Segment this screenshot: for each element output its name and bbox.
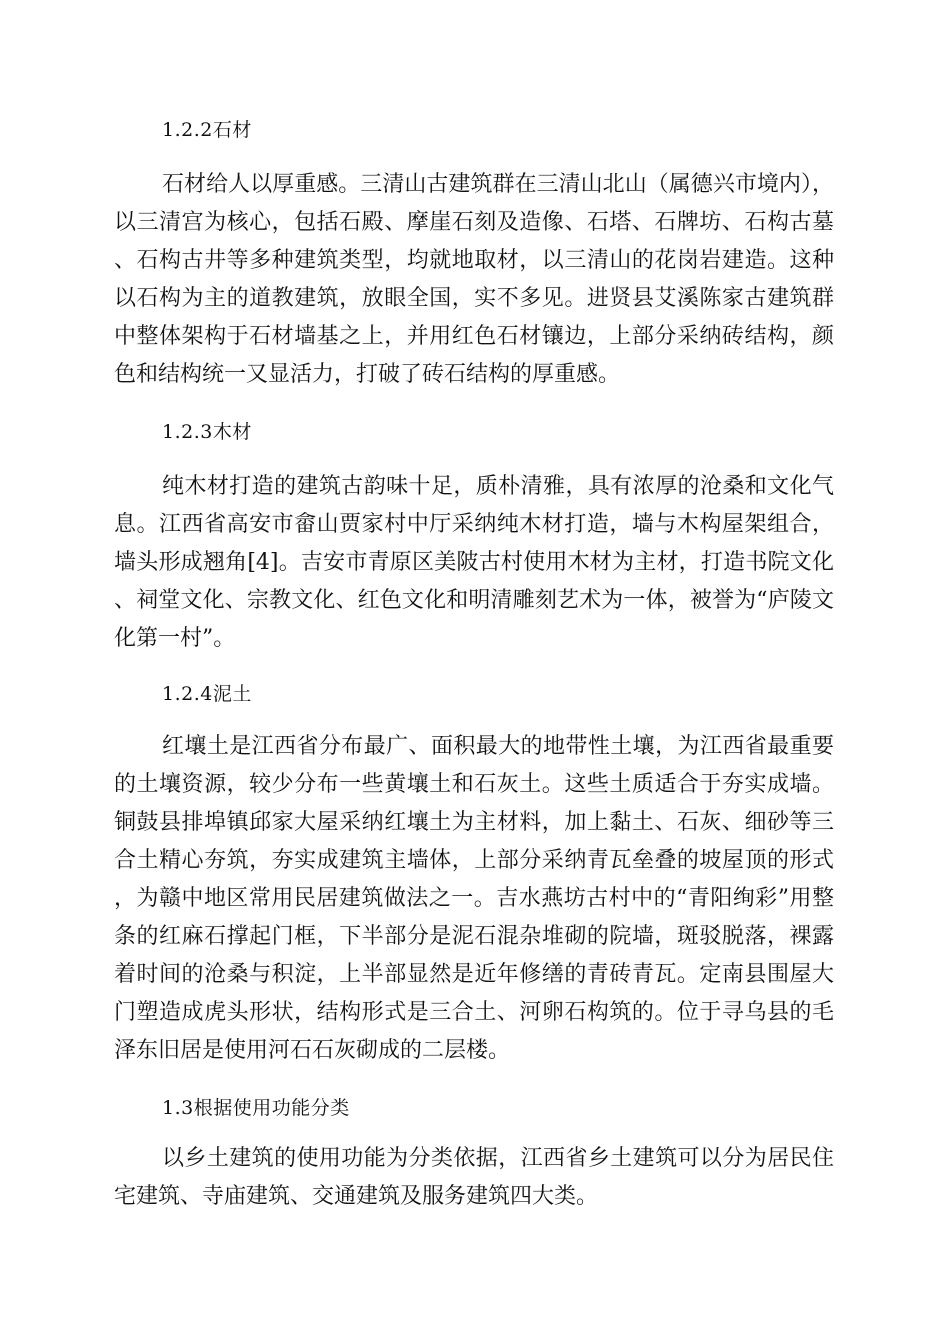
section-paragraph-function-classification: 以乡土建筑的使用功能为分类依据，江西省乡土建筑可以分为居民住宅建筑、寺庙建筑、交通建筑及服务建筑四大类。 <box>114 1146 834 1209</box>
section-paragraph-stone: 石材给人以厚重感。三清山古建筑群在三清山北山（属德兴市境内），以三清宫为核心，包括石殿、摩崖石刻及造像、石塔、石牌坊、石构古墓、石构古井等多种建筑类型，均就地取材，以三清山的花岗岩建造。这种以石构为主的道教建筑，放眼全国，实不多见。进贤县艾溪陈家古建筑群中整体架构于石材墙基之上，并用红色石材镶边，上部分采纳砖结构，颜色和结构统一又显活力，打破了砖石结构的厚重感。 <box>114 172 834 387</box>
section-heading-wood: 1.2.3木材 <box>162 421 252 443</box>
section-heading-stone: 1.2.2石材 <box>162 119 252 141</box>
section-heading-soil: 1.2.4泥土 <box>162 683 252 705</box>
section-heading-function-classification: 1.3根据使用功能分类 <box>162 1097 350 1119</box>
section-paragraph-soil: 红壤土是江西省分布最广、面积最大的地带性土壤，为江西省最重要的土壤资源，较少分布一些黄壤土和石灰土。这些土质适合于夯实成墙。铜鼓县排埠镇邱家大屋采纳红壤土为主材料，加上黏土、石灰、细砂等三合土精心夯筑，夯实成建筑主墙体，上部分采纳青瓦垒叠的坡屋顶的形式，为赣中地区常用民居建筑做法之一。吉水燕坊古村中的“青阳绚彩”用整条的红麻石撑起门框，下半部分是泥石混杂堆砌的院墙，斑驳脱落，裸露着时间的沧桑与积淀，上半部显然是近年修缮的青砖青瓦。定南县围屋大门塑造成虎头形状，结构形式是三合土、河卵石构筑的。位于寻乌县的毛泽东旧居是使用河石石灰砌成的二层楼。 <box>114 734 834 1063</box>
section-paragraph-wood: 纯木材打造的建筑古韵味十足，质朴清雅，具有浓厚的沧桑和文化气息。江西省高安市畲山贾家村中厅采纳纯木材打造，墙与木构屋架组合，墙头形成翘角[4]。吉安市青原区美陂古村使用木材为主材，打造书院文化、祠堂文化、宗教文化、红色文化和明清雕刻艺术为一体，被誉为“庐陵文化第一村”。 <box>114 474 834 651</box>
